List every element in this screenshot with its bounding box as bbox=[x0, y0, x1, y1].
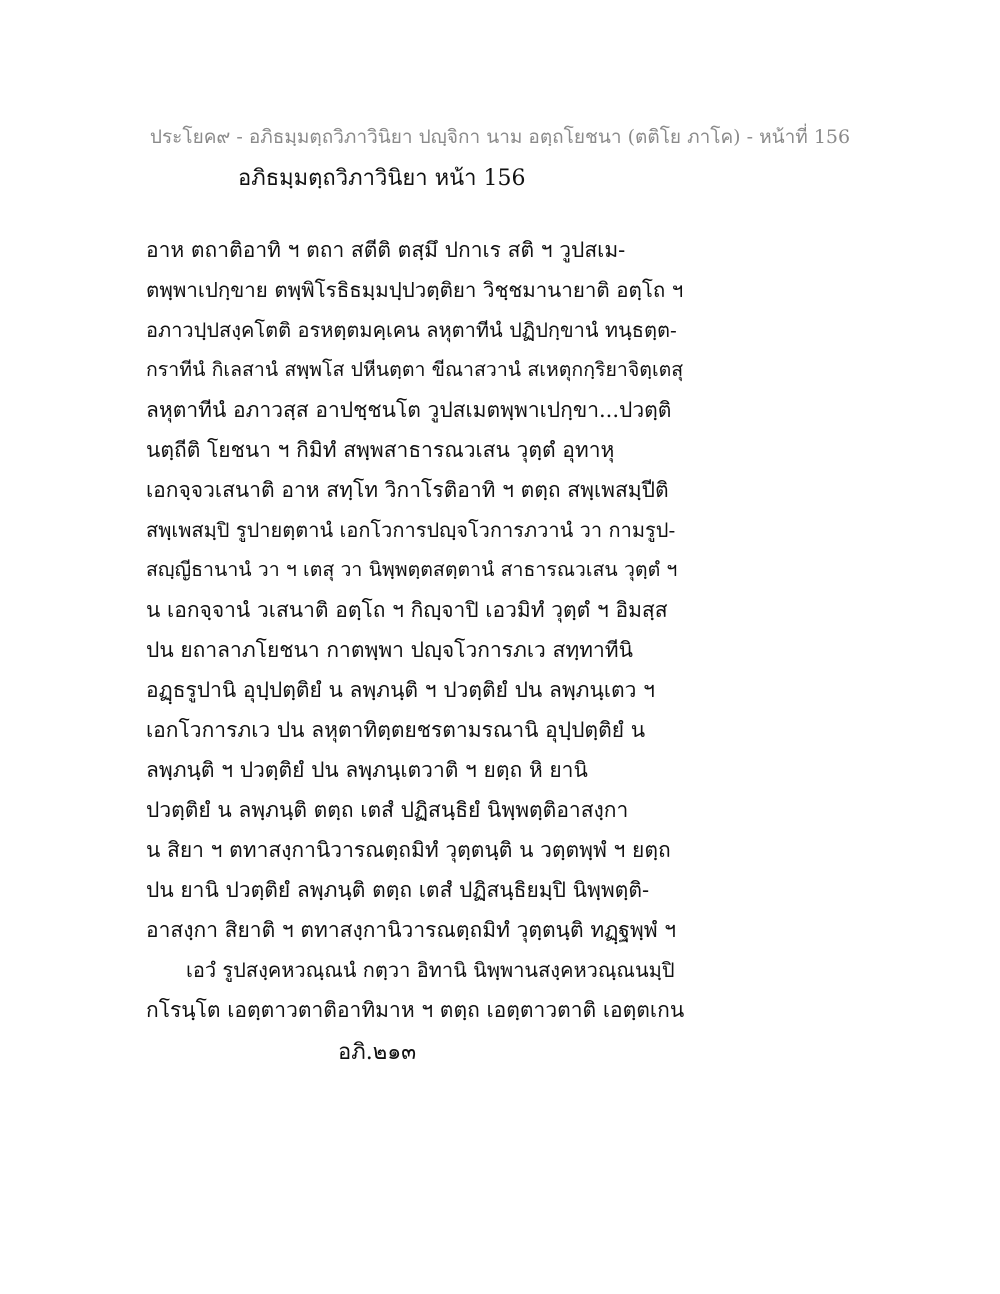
text-line: ปน ยานิ ปวตฺติยํ ลพฺภนฺติ ตตฺถ เตสํ ปฏิสนฺธิยมฺปิ นิพฺพตฺติ- bbox=[146, 878, 650, 902]
text-line: ปน ยถาลาภโยชนา กาตพฺพา ปญฺจโวการภเว สทฺทาทีนิ bbox=[146, 638, 633, 662]
text-line: สพฺเพสมฺปิ รูปายตฺตานํ เอกโวการปญฺจโวการภวานํ วา กามรูป- bbox=[146, 518, 676, 542]
text-line: ลหุตาทีนํ อภาวสฺส อาปชฺชนโต วูปสเมตพฺพาเปกฺขา...ปวตฺติ bbox=[146, 398, 672, 422]
text-line-paragraph-start: เอวํ รูปสงฺคหวณฺณนํ กตฺวา อิทานิ นิพฺพานสงฺคหวณฺณนมฺปิ bbox=[186, 958, 675, 982]
text-line: อฏฺธรูปานิ อุปฺปตฺติยํ น ลพฺภนฺติ ฯ ปวตฺติยํ ปน ลพฺภนฺเตว ฯ bbox=[146, 678, 655, 702]
text-line: ลพฺภนฺติ ฯ ปวตฺติยํ ปน ลพฺภนฺเตวาติ ฯ ยตฺถ หิ ยานิ bbox=[146, 758, 588, 782]
text-line: กโรนฺโต เอตฺตาวตาติอาทิมาห ฯ ตตฺถ เอตฺตาวตาติ เอตฺตเกน bbox=[146, 998, 685, 1022]
text-line: อาห ตถาติอาทิ ฯ ตถา สตีติ ตสฺมึ ปกาเร สติ ฯ วูปสเม- bbox=[146, 238, 626, 262]
page-heading: อภิธมฺมตฺถวิภาวินิยา หน้า 156 bbox=[238, 166, 526, 191]
text-line: ปวตฺติยํ น ลพฺภนฺติ ตตฺถ เตสํ ปฏิสนฺธิยํ นิพฺพตฺติอาสงฺกา bbox=[146, 798, 629, 822]
text-line: สญฺญีธานานํ วา ฯ เตสุ วา นิพฺพตฺตสตฺตานํ สาธารณวเสน วุตฺตํ ฯ bbox=[146, 558, 678, 581]
text-line: เอกจฺจวเสนาติ อาห สทฺโท วิกาโรติอาทิ ฯ ตตฺถ สพฺเพสมฺปีติ bbox=[146, 478, 669, 502]
text-line: อาสงฺกา สิยาติ ฯ ตทาสงฺกานิวารณตฺถมิทํ วุตฺตนฺติ ทฏฺฐพฺพํ ฯ bbox=[146, 918, 677, 942]
text-line: อภาวปฺปสงฺคโตติ อรหตฺตมคฺเคน ลหุตาทีนํ ปฏิปกฺขานํ ทนฺธตฺต- bbox=[146, 318, 677, 342]
text-line: ตพฺพาเปกฺขาย ตพฺพิโรธิธมฺมปฺปวตฺติยา วิชฺชมานายาติ อตฺโถ ฯ bbox=[146, 278, 684, 302]
text-line: กราทีนํ กิเลสานํ สพฺพโส ปหีนตฺตา ขีณาสวานํ สเหตุกกฺริยาจิตฺเตสุ bbox=[146, 358, 684, 381]
text-line: น เอกจฺจานํ วเสนาติ อตฺโถ ฯ กิญฺจาปิ เอวมิทํ วุตฺตํ ฯ อิมสฺส bbox=[146, 598, 668, 622]
running-header bbox=[0, 122, 1000, 152]
running-header-text: ประโยค๙ - อภิธมฺมตฺถวิภาวินิยา ปญฺจิกา นาม อตฺถโยชนา (ตติโย ภาโค) - หน้าที่ 156 bbox=[149, 126, 851, 148]
text-line: น สิยา ฯ ตทาสงฺกานิวารณตฺถมิทํ วุตฺตนฺติ น วตฺตพฺพํ ฯ ยตฺถ bbox=[146, 838, 671, 862]
text-line: นตฺถีติ โยชนา ฯ กิมิทํ สพฺพสาธารณวเสน วุตฺตํ อุทาหุ bbox=[146, 438, 615, 462]
body-text bbox=[146, 230, 686, 1030]
page-reference: อภิ.๒๑๓ bbox=[338, 1040, 417, 1065]
text-line: เอกโวการภเว ปน ลหุตาทิตฺตยชรตามรณานิ อุปฺปตฺติยํ น bbox=[146, 718, 646, 742]
